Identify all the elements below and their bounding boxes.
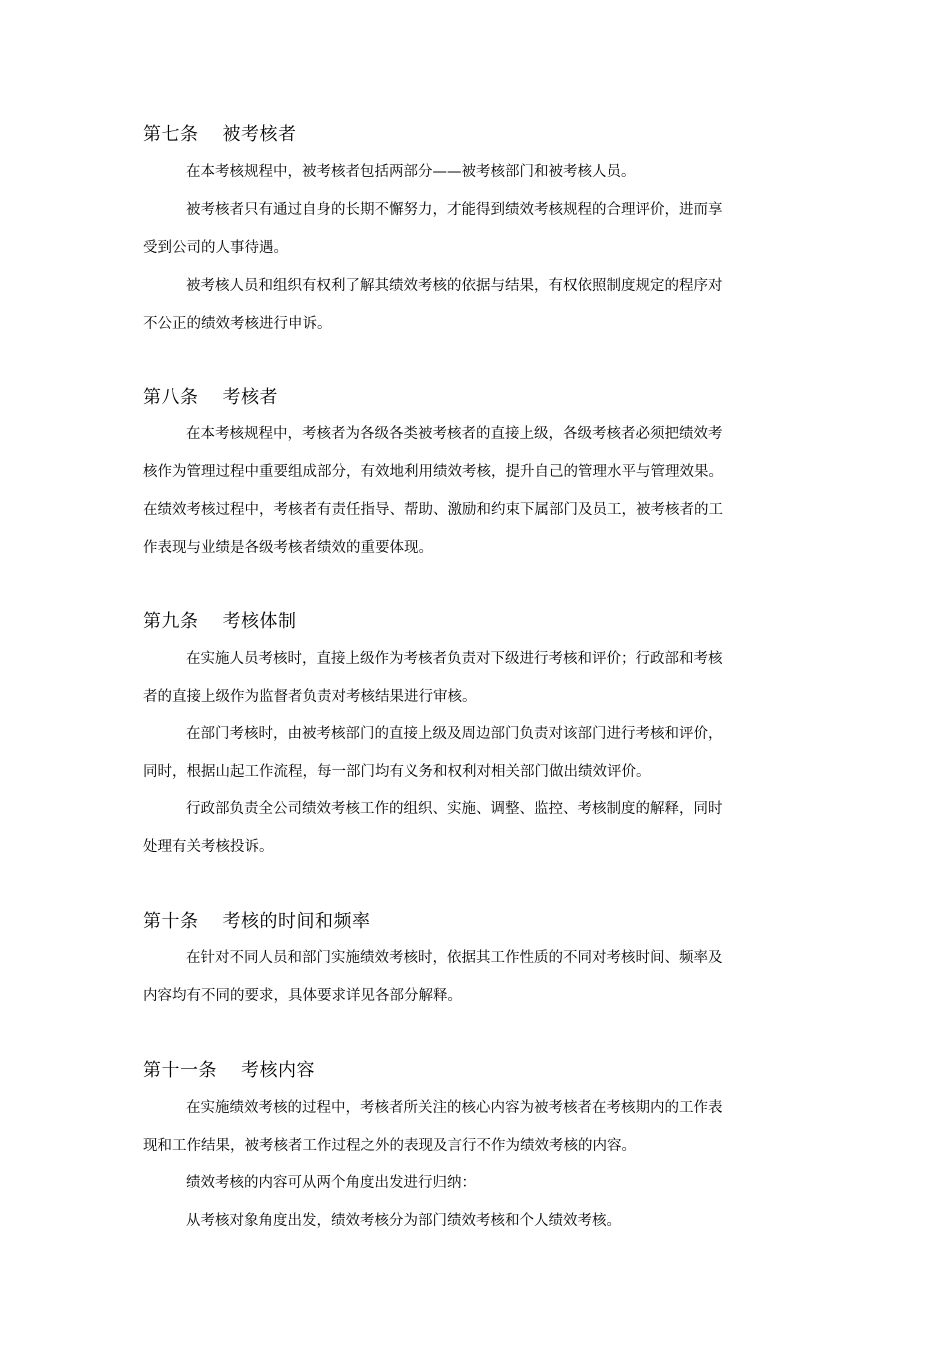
paragraph-line: 行政部负责全公司绩效考核工作的组织、实施、调整、监控、考核制度的解释，同时 bbox=[186, 801, 723, 817]
article-number: 第八条 bbox=[143, 387, 199, 408]
article-heading bbox=[143, 610, 297, 634]
article-title: 考核体制 bbox=[222, 611, 297, 632]
paragraph-line: 被考核人员和组织有权利了解其绩效考核的依据与结果，有权依照制度规定的程序对 bbox=[186, 278, 723, 294]
article-title: 考核者 bbox=[222, 387, 278, 408]
paragraph-line: 作表现与业绩是各级考核者绩效的重要体现。 bbox=[143, 540, 433, 556]
paragraph-line: 核作为管理过程中重要组成部分，有效地利用绩效考核，提升自己的管理水平与管理效果。 bbox=[143, 464, 723, 480]
paragraph-line: 从考核对象角度出发，绩效考核分为部门绩效考核和个人绩效考核。 bbox=[186, 1213, 621, 1229]
article-number: 第十条 bbox=[143, 911, 199, 932]
paragraph-line: 不公正的绩效考核进行申诉。 bbox=[143, 316, 332, 332]
paragraph-line: 者的直接上级作为监督者负责对考核结果进行审核。 bbox=[143, 689, 477, 705]
paragraph-line: 被考核者只有通过自身的长期不懈努力，才能得到绩效考核规程的合理评价，进而享 bbox=[186, 202, 723, 218]
paragraph-line: 受到公司的人事待遇。 bbox=[143, 240, 288, 256]
article-title: 考核的时间和频率 bbox=[222, 911, 371, 932]
article-heading bbox=[143, 1059, 315, 1083]
paragraph-line: 绩效考核的内容可从两个角度出发进行归纳： bbox=[186, 1175, 476, 1191]
paragraph-line: 在本考核规程中，考核者为各级各类被考核者的直接上级，各级考核者必须把绩效考 bbox=[186, 426, 723, 442]
article-heading bbox=[143, 386, 278, 410]
paragraph-line: 在部门考核时，由被考核部门的直接上级及周边部门负责对该部门进行考核和评价， bbox=[186, 726, 723, 742]
article-number: 第七条 bbox=[143, 124, 199, 145]
article-title: 考核内容 bbox=[241, 1060, 315, 1081]
paragraph-line: 在实施绩效考核的过程中，考核者所关注的核心内容为被考核者在考核期内的工作表 bbox=[186, 1100, 723, 1116]
article-number: 第九条 bbox=[143, 611, 199, 632]
paragraph-line: 现和工作结果，被考核者工作过程之外的表现及言行不作为绩效考核的内容。 bbox=[143, 1138, 636, 1154]
paragraph-line: 处理有关考核投诉。 bbox=[143, 839, 274, 855]
paragraph-line: 在本考核规程中，被考核者包括两部分——被考核部门和被考核人员。 bbox=[186, 164, 636, 180]
paragraph-line: 同时，根据山起工作流程，每一部门均有义务和权利对相关部门做出绩效评价。 bbox=[143, 764, 651, 780]
article-heading bbox=[143, 123, 297, 147]
paragraph-line: 在实施人员考核时，直接上级作为考核者负责对下级进行考核和评价；行政部和考核 bbox=[186, 651, 723, 667]
paragraph-line: 在绩效考核过程中，考核者有责任指导、帮助、激励和约束下属部门及员工，被考核者的工 bbox=[143, 502, 723, 518]
paragraph-line: 内容均有不同的要求，具体要求详见各部分解释。 bbox=[143, 988, 462, 1004]
article-heading bbox=[143, 910, 371, 934]
paragraph-line: 在针对不同人员和部门实施绩效考核时，依据其工作性质的不同对考核时间、频率及 bbox=[186, 950, 723, 966]
article-number: 第十一条 bbox=[143, 1060, 217, 1081]
article-title: 被考核者 bbox=[222, 124, 297, 145]
